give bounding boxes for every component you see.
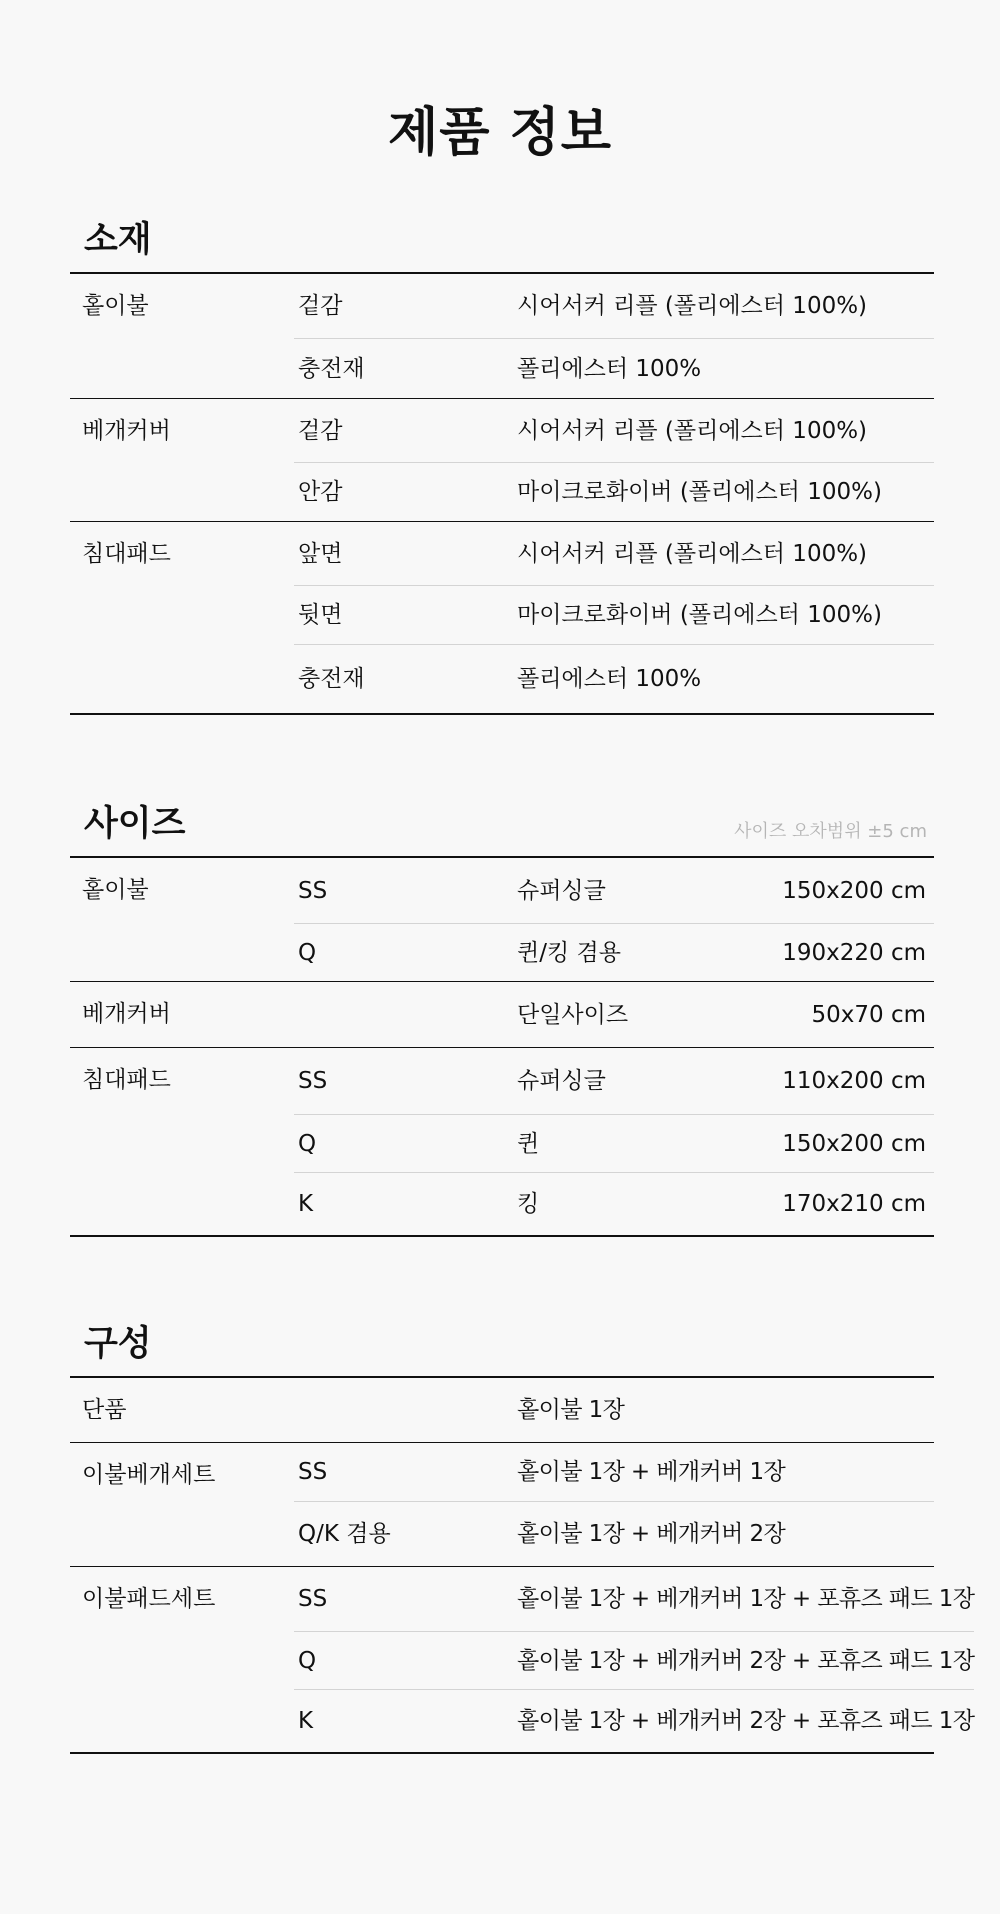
table-row [294,399,934,462]
row-sub-label: SS [298,1586,328,1612]
composition-group-blanket-pillow-set [70,1442,934,1566]
row-dimension: 150x200 cm [782,1130,926,1157]
table-row [294,1172,934,1235]
group-label: 베개커버 [82,418,171,444]
table-row [294,858,934,923]
row-dimension: 190x220 cm [782,939,926,966]
table-row [294,982,934,1047]
row-sub-label: 충전재 [298,666,365,692]
table-row [294,644,934,713]
row-value: 킹 [517,1191,540,1217]
material-group-pillowcover [70,398,934,521]
row-value: 시어서커 리플 (폴리에스터 100%) [517,417,868,444]
row-sub-label: 안감 [298,479,343,505]
row-sub-label: 앞면 [298,540,343,567]
table-row [294,274,934,338]
row-value: 슈퍼싱글 [517,1068,606,1094]
row-value: 퀸 [517,1130,540,1157]
row-dimension: 150x200 cm [782,877,926,904]
row-sub-label: 겉감 [298,293,343,319]
group-label: 침대패드 [82,541,171,567]
row-value: 마이크로화이버 (폴리에스터 100%) [517,479,882,505]
table-row [294,1689,974,1752]
table-row [294,522,934,585]
size-table [70,856,934,1237]
row-value: 마이크로화이버 (폴리에스터 100%) [517,602,882,628]
composition-section-title: 구성 [84,1324,152,1364]
material-group-blanket [70,274,934,398]
row-sub-label: Q/K 겸용 [298,1521,391,1547]
size-section-title: 사이즈 [84,804,186,844]
table-row [294,923,934,981]
composition-group-blanket-pad-set [70,1566,975,1752]
composition-table [70,1376,975,1754]
group-label: 침대패드 [82,1067,171,1093]
row-value: 홑이불 1장 [517,1397,625,1423]
table-row [294,1443,934,1501]
row-value: 홑이불 1장 + 베개커버 1장 [517,1459,786,1485]
group-label: 이불패드세트 [82,1586,216,1612]
size-group-bedpad [70,1047,934,1235]
row-dimension: 50x70 cm [811,1001,926,1028]
table-row [294,1378,934,1442]
row-sub-label: Q [298,1647,317,1674]
group-label: 베개커버 [82,1001,171,1027]
row-sub-label: K [298,1708,314,1734]
group-label: 이불베개세트 [82,1462,216,1488]
table-row [294,1114,934,1172]
row-value: 폴리에스터 100% [517,666,702,692]
table-row [294,338,934,398]
row-value: 홑이불 1장 + 베개커버 1장 + 포휴즈 패드 1장 [517,1586,975,1612]
row-value: 홑이불 1장 + 베개커버 2장 + 포휴즈 패드 1장 [517,1647,975,1674]
table-row [294,1631,974,1689]
row-value: 슈퍼싱글 [517,877,606,904]
row-value: 홑이불 1장 + 베개커버 2장 [517,1521,786,1547]
row-sub-label: SS [298,1459,328,1485]
table-row [294,585,934,644]
composition-group-single [70,1378,934,1442]
page-title: 제품 정보 [387,103,613,163]
size-group-blanket [70,858,934,981]
table-row [294,1048,934,1114]
table-row [294,1567,974,1631]
size-tolerance-note: 사이즈 오차범위 ±5 cm [734,821,927,842]
group-label: 단품 [82,1397,127,1423]
material-group-bedpad [70,521,934,713]
group-label: 홑이불 [82,877,149,903]
row-value: 홑이불 1장 + 베개커버 2장 + 포휴즈 패드 1장 [517,1708,975,1734]
row-sub-label: 겉감 [298,417,343,444]
material-table [70,272,934,715]
row-dimension: 170x210 cm [782,1191,926,1217]
row-dimension: 110x200 cm [782,1068,926,1094]
row-sub-label: Q [298,939,317,966]
row-sub-label: SS [298,1068,328,1094]
row-value: 시어서커 리플 (폴리에스터 100%) [517,293,868,319]
row-value: 단일사이즈 [517,1001,629,1028]
row-sub-label: K [298,1191,314,1217]
material-section-title: 소재 [84,220,152,260]
row-sub-label: SS [298,877,328,904]
row-sub-label: 충전재 [298,355,365,382]
group-label: 홑이불 [82,293,149,319]
row-value: 폴리에스터 100% [517,355,702,382]
row-value: 퀸/킹 겸용 [517,939,621,966]
row-value: 시어서커 리플 (폴리에스터 100%) [517,540,868,567]
row-sub-label: 뒷면 [298,602,343,628]
size-group-pillowcover [70,981,934,1047]
row-sub-label: Q [298,1130,317,1157]
table-row [294,1501,934,1566]
table-row [294,462,934,521]
